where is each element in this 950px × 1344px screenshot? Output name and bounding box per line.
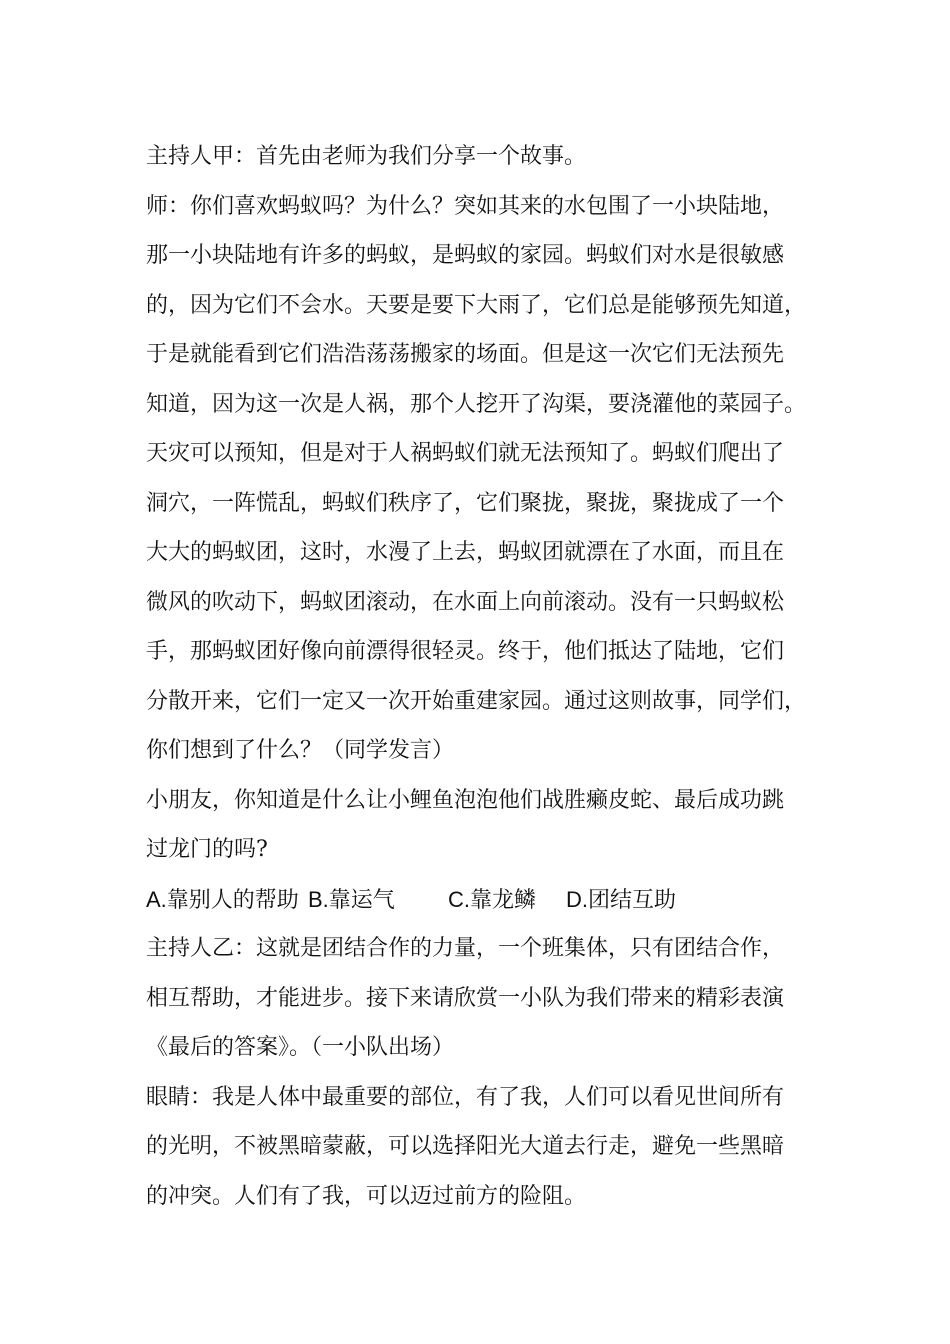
story-line: 师：你们喜欢蚂蚁吗？为什么？突如其来的水包围了一小块陆地， (146, 193, 785, 219)
story-line: 天灾可以预知，但是对于人祸蚂蚁们就无法预知了。蚂蚁们爬出了 (146, 441, 785, 466)
host-b-line: 相互帮助，才能进步。接下来请欣赏一小队为我们带来的精彩表演 (146, 985, 785, 1011)
story-line: 你们想到了什么？（同学发言） (146, 738, 455, 763)
story-line: 微风的吹动下，蚂蚁团滚动，在水面上向前滚动。没有一只蚂蚁松 (146, 589, 785, 615)
eyes-line: 眼睛：我是人体中最重要的部位，有了我，人们可以看见世间所有 (146, 1084, 785, 1110)
story-line: 手，那蚂蚁团好像向前漂得很轻灵。终于，他们抵达了陆地，它们 (146, 639, 785, 664)
story-line: 的，因为它们不会水。天要是要下大雨了，它们总是能够预先知道， (146, 292, 807, 318)
question-line: 过龙门的吗? (146, 837, 268, 862)
story-line: 于是就能看到它们浩浩荡荡搬家的场面。但是这一次它们无法预先 (146, 342, 785, 367)
story-line: 大大的蚂蚁团，这时，水漫了上去，蚂蚁团就漂在了水面，而且在 (146, 540, 785, 565)
answer-options (146, 875, 836, 925)
story-line: 那一小块陆地有许多的蚂蚁，是蚂蚁的家园。蚂蚁们对水是很敏感 (146, 243, 785, 268)
host-b-line: 主持人乙：这就是团结合作的力量，一个班集体，只有团结合作， (146, 936, 785, 961)
story-line: 分散开来，它们一定又一次开始重建家园。通过这则故事，同学们， (146, 688, 807, 714)
option-a: A.靠别人的帮助 (146, 886, 299, 912)
question-line: 小朋友，你知道是什么让小鲤鱼泡泡他们战胜癞皮蛇、最后成功跳 (146, 787, 785, 813)
option-c: C.靠龙鳞 (448, 886, 537, 912)
eyes-line: 的光明，不被黑暗蒙蔽，可以选择阳光大道去行走，避免一些黑暗 (146, 1134, 785, 1159)
story-line: 知道，因为这一次是人祸，那个人挖开了沟渠，要浇灌他的菜园子。 (146, 391, 807, 417)
host-b-line: 《最后的答案》。（一小队出场） (146, 1035, 455, 1060)
document-body (146, 132, 836, 1221)
option-b: B.靠运气 (308, 886, 395, 912)
host-a-intro: 主持人甲：首先由老师为我们分享一个故事。 (146, 144, 587, 169)
eyes-line: 的冲突。人们有了我，可以迈过前方的险阻。 (146, 1183, 587, 1209)
option-d: D.团结互助 (566, 886, 677, 912)
story-line: 洞穴，一阵慌乱，蚂蚁们秩序了，它们聚拢，聚拢，聚拢成了一个 (146, 490, 785, 516)
